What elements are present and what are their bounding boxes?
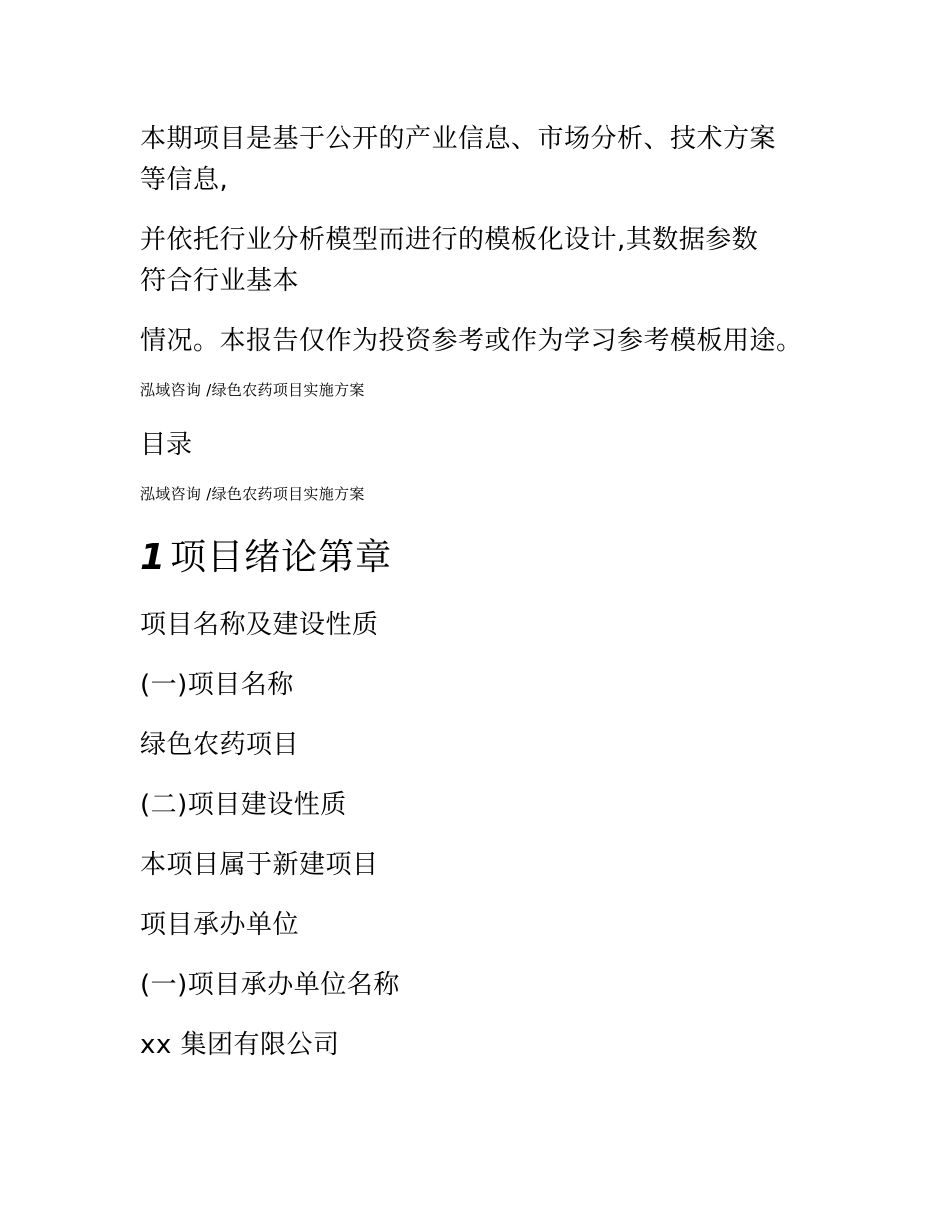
section-heading: 项目名称及建设性质 xyxy=(140,610,379,640)
subsection-heading: (一)项目承办单位名称 xyxy=(140,970,400,1000)
section-text: xx 集团有限公司 xyxy=(140,1030,340,1060)
running-header: 泓域咨询 /绿色农药项目实施方案 xyxy=(140,381,365,399)
intro-line-2: 等信息, xyxy=(140,165,229,195)
chapter-number: 1 xyxy=(140,537,167,578)
intro-line-4: 符合行业基本 xyxy=(140,266,300,296)
toc-title: 目录 xyxy=(140,430,193,460)
section-text: 绿色农药项目 xyxy=(140,730,300,760)
intro-line-1: 本期项目是基于公开的产业信息、市场分析、技术方案 xyxy=(140,124,777,154)
intro-line-3: 并依托行业分析模型而进行的模板化设计,其数据参数 xyxy=(140,225,759,255)
section-text: 本项目属于新建项目 xyxy=(140,850,379,880)
section-heading: 项目承办单位 xyxy=(140,910,300,940)
chapter-title: 项目绪论第章 xyxy=(170,537,393,578)
subsection-heading: (一)项目名称 xyxy=(140,670,294,700)
subsection-heading: (二)项目建设性质 xyxy=(140,790,347,820)
running-header-2: 泓域咨询 /绿色农药项目实施方案 xyxy=(140,485,365,503)
chapter-heading xyxy=(140,537,393,578)
intro-line-5: 情况。本报告仅作为投资参考或作为学习参考模板用途。 xyxy=(140,326,803,356)
